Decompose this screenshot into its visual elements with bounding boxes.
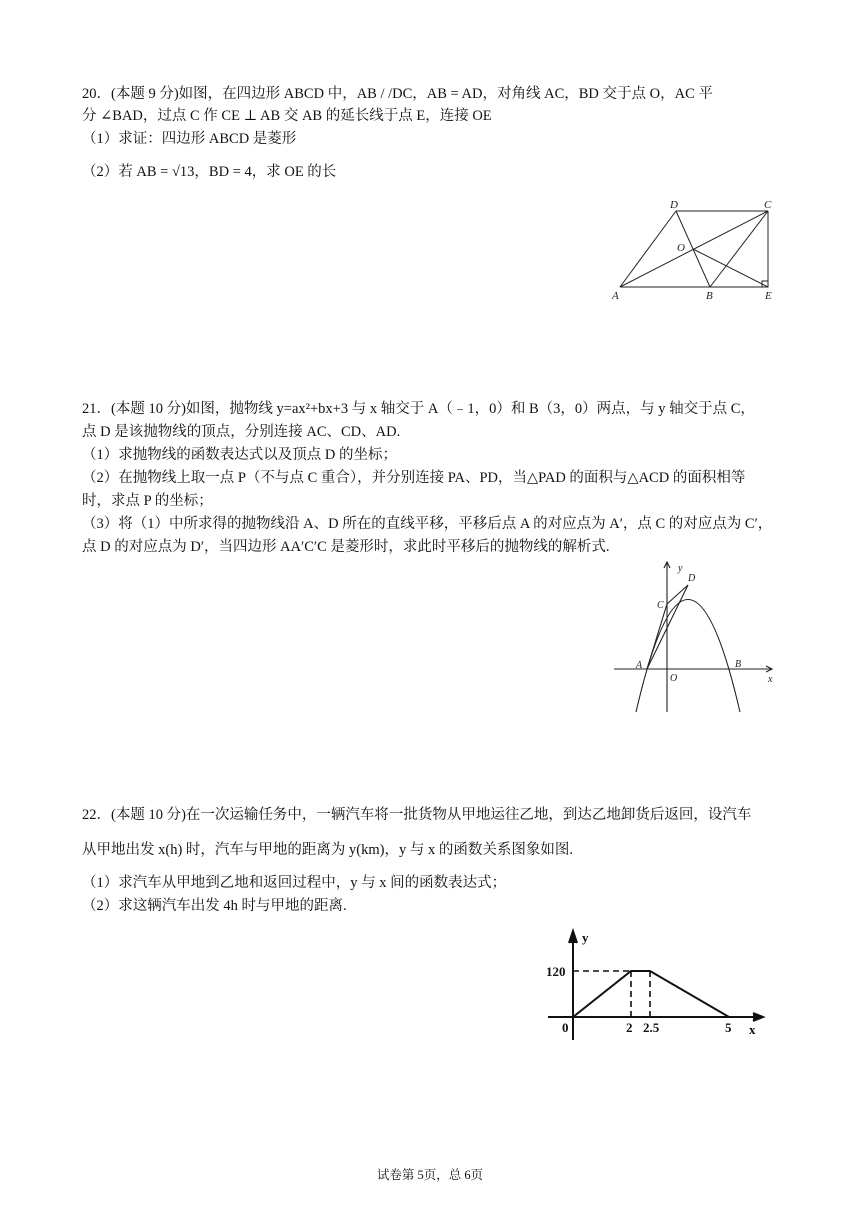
q21-part-1: （1）求抛物线的函数表达式以及顶点 D 的坐标；	[82, 447, 397, 463]
q22-line-2: 从甲地出发 x(h) 时，汽车与甲地的距离为 y(km)，y 与 x 的函数关系图象如图.	[82, 842, 573, 858]
q20-line-2: 分 ∠BAD，过点 C 作 CE ⊥ AB 交 AB 的延长线于点 E，连接 OE	[82, 108, 492, 124]
q20-label-D: D	[670, 199, 678, 211]
q20-label-C: C	[764, 199, 772, 211]
q20-label-O: O	[677, 242, 685, 254]
q22-line-1: 22．(本题 10 分)在一次运输任务中，一辆汽车将一批货物从甲地运往乙地，到达乙地卸货后返回，设汽车	[82, 807, 752, 823]
q22-part-1: （1）求汽车从甲地到乙地和返回过程中，y 与 x 间的函数表达式；	[82, 875, 507, 891]
q21-part-2b: 时，求点 P 的坐标；	[82, 493, 213, 509]
q21-line-1: 21．(本题 10 分)如图，抛物线 y=ax²+bx+3 与 x 轴交于 A（﹣1，0）和 B（3，0）两点，与 y 轴交于点 C，	[82, 401, 755, 417]
q20-part-1: （1）求证：四边形 ABCD 是菱形	[82, 131, 297, 147]
q22-label-x: x	[749, 1022, 756, 1037]
q22-tick-5: 5	[725, 1020, 732, 1035]
q22-label-y: y	[582, 930, 589, 945]
q22-tick-2-5: 2.5	[643, 1020, 660, 1035]
q20-label-E: E	[765, 290, 772, 302]
q22-part-2: （2）求这辆汽车出发 4h 时与甲地的距离.	[82, 898, 347, 914]
q21-label-B: B	[735, 659, 742, 670]
q21-label-y: y	[678, 563, 683, 574]
q20-line-1: 20．(本题 9 分)如图，在四边形 ABCD 中，AB / /DC，AB = AD，对角线 AC，BD 交于点 O，AC 平	[82, 86, 713, 102]
q21-part-3b: 点 D 的对应点为 D′，当四边形 AA′C′C 是菱形时，求此时平移后的抛物线的解析式.	[82, 539, 610, 555]
q20-label-A: A	[612, 290, 619, 302]
q21-label-O: O	[670, 673, 678, 684]
q22-tick-2: 2	[626, 1020, 633, 1035]
q21-label-x: x	[768, 674, 773, 685]
page-footer: 试卷第 5页，总 6页	[376, 1168, 484, 1182]
q20-part-2: （2）若 AB = √13，BD = 4，求 OE 的长	[82, 164, 337, 180]
q21-line-2: 点 D 是该抛物线的顶点，分别连接 AC、CD、AD.	[82, 424, 401, 440]
q21-label-C: C	[657, 600, 664, 611]
q22-tick-120: 120	[546, 964, 566, 979]
q20-label-B: B	[706, 290, 713, 302]
q21-label-D: D	[688, 573, 696, 584]
q21-part-3a: （3）将（1）中所求得的抛物线沿 A、D 所在的直线平移，平移后点 A 的对应点为 A′，点 C 的对应点为 C′，	[82, 516, 773, 532]
q21-label-A: A	[636, 660, 643, 671]
q22-tick-0: 0	[562, 1020, 569, 1035]
q21-part-2a: （2）在抛物线上取一点 P（不与点 C 重合），并分别连接 PA、PD，当△PAD 的面积与△ACD 的面积相等	[82, 470, 746, 486]
